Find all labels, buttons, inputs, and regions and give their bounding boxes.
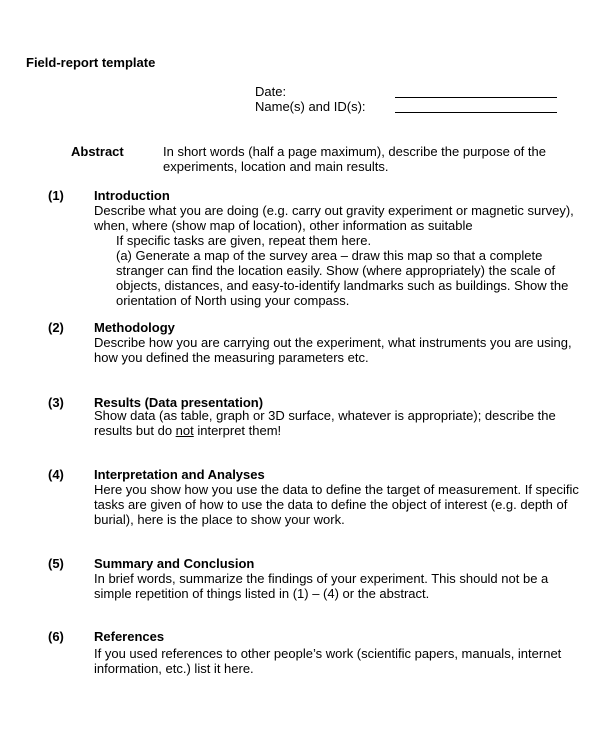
- abstract-body: [163, 144, 583, 174]
- section-body-interpretation: [94, 482, 584, 527]
- body-subline: orientation of North using your compass.: [116, 293, 350, 308]
- body-subline: If specific tasks are given, repeat them here.: [116, 233, 372, 248]
- section-body-methodology: [94, 335, 584, 365]
- body-line: when, where (show map of location), other information as suitable: [94, 218, 473, 233]
- body-line-emphasis: [94, 423, 584, 438]
- body-line: information, etc.) list it here.: [94, 661, 254, 676]
- section-number: (6): [48, 629, 64, 644]
- body-text: results but do: [94, 423, 176, 438]
- body-line: tasks are given of how to use the data to define the object of interest (e.g. depth of: [94, 497, 568, 512]
- section-heading-references: References: [94, 629, 165, 644]
- date-label: Date:: [255, 84, 287, 99]
- section-number: (2): [48, 320, 64, 335]
- section-number: (5): [48, 556, 64, 571]
- body-line: burial), here is the place to show your work.: [94, 512, 345, 527]
- abstract-line: experiments, location and main results.: [163, 159, 389, 174]
- document-title: Field-report template: [26, 55, 156, 70]
- section-number: (4): [48, 467, 64, 482]
- body-subline: (a) Generate a map of the survey area – draw this map so that a complete: [116, 248, 543, 263]
- abstract-line: In short words (half a page maximum), describe the purpose of the: [163, 144, 546, 159]
- body-line: how you defined the measuring parameters etc.: [94, 350, 369, 365]
- body-text: interpret them!: [193, 423, 282, 438]
- date-blank-line: [395, 97, 557, 98]
- names-blank-line: [395, 112, 557, 113]
- body-line: If you used references to other people’s work (scientific papers, manuals, internet: [94, 646, 562, 661]
- body-line: Here you show how you use the data to define the target of measurement. If specific: [94, 482, 579, 497]
- body-line: Show data (as table, graph or 3D surface, whatever is appropriate); describe the: [94, 408, 556, 423]
- body-line: Describe what you are doing (e.g. carry out gravity experiment or magnetic survey),: [94, 203, 574, 218]
- body-line: simple repetition of things listed in (1) – (4) or the abstract.: [94, 586, 430, 601]
- section-heading-interpretation: Interpretation and Analyses: [94, 467, 265, 482]
- section-body-summary: [94, 571, 584, 601]
- section-body-references: [94, 646, 584, 676]
- section-heading-results: Results (Data presentation): [94, 395, 264, 410]
- body-subline: objects, distances, and easy-to-identify landmarks such as buildings. Show the: [116, 278, 569, 293]
- section-number: (1): [48, 188, 64, 203]
- section-heading-summary: Summary and Conclusion: [94, 556, 255, 571]
- section-heading-introduction: Introduction: [94, 188, 170, 203]
- abstract-heading: Abstract: [71, 144, 124, 159]
- underlined-word: not: [175, 423, 194, 438]
- section-body-introduction: [94, 203, 584, 308]
- names-label: Name(s) and ID(s):: [255, 99, 366, 114]
- section-heading-methodology: Methodology: [94, 320, 175, 335]
- body-line: In brief words, summarize the findings of your experiment. This should not be a: [94, 571, 549, 586]
- section-body-results: [94, 408, 584, 438]
- body-subline: stranger can find the location easily. Show (where appropriately) the scale of: [116, 263, 556, 278]
- section-number: (3): [48, 395, 64, 410]
- body-line: Describe how you are carrying out the experiment, what instruments you are using,: [94, 335, 572, 350]
